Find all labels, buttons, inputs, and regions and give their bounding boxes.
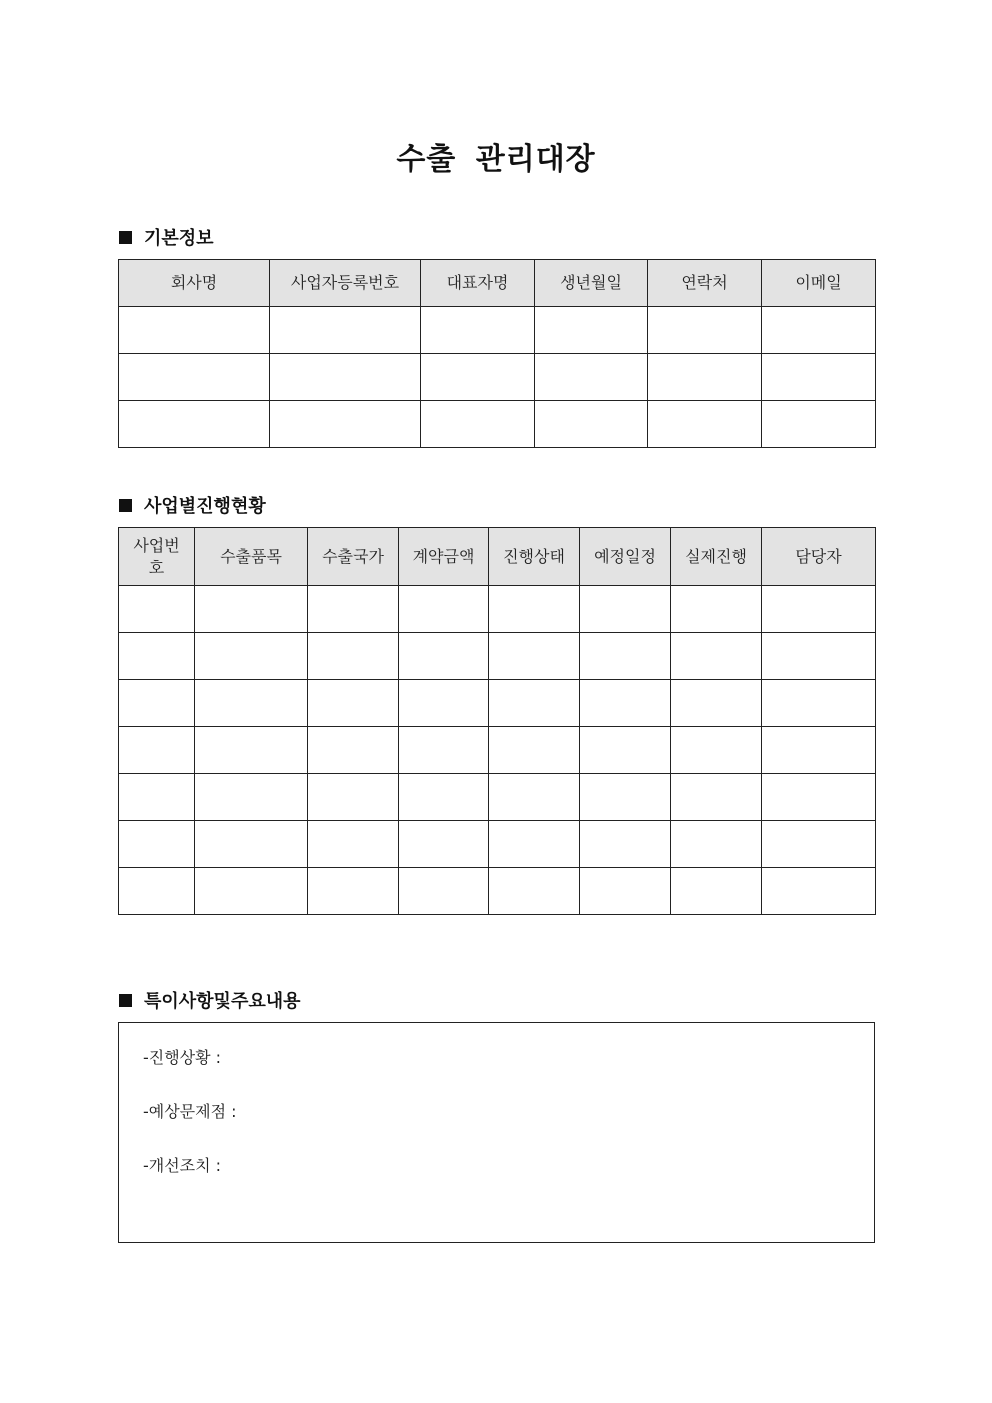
empty-cell[interactable] — [119, 354, 270, 401]
empty-cell[interactable] — [489, 821, 580, 868]
empty-cell[interactable] — [762, 633, 876, 680]
empty-cell[interactable] — [308, 727, 399, 774]
empty-cell[interactable] — [489, 633, 580, 680]
empty-cell[interactable] — [119, 401, 270, 448]
empty-cell[interactable] — [580, 774, 671, 821]
empty-cell[interactable] — [671, 633, 762, 680]
empty-cell[interactable] — [119, 868, 195, 915]
table-row — [119, 821, 876, 868]
empty-cell[interactable] — [119, 727, 195, 774]
column-header-actual-progress: 실제진행 — [671, 528, 762, 586]
column-header-progress-status: 진행상태 — [489, 528, 580, 586]
table-row — [119, 586, 876, 633]
empty-cell[interactable] — [671, 727, 762, 774]
column-header-representative: 대표자명 — [421, 260, 535, 307]
note-expected-issues: -예상문제점 : — [143, 1102, 237, 1121]
empty-cell[interactable] — [648, 401, 762, 448]
empty-cell[interactable] — [762, 821, 876, 868]
table-row — [119, 307, 876, 354]
empty-cell[interactable] — [489, 727, 580, 774]
empty-cell[interactable] — [308, 821, 399, 868]
basic-info-table — [118, 259, 876, 448]
table-row — [119, 774, 876, 821]
empty-cell[interactable] — [119, 633, 195, 680]
empty-cell[interactable] — [195, 727, 308, 774]
empty-cell[interactable] — [671, 821, 762, 868]
column-header-birthdate: 생년월일 — [535, 260, 648, 307]
empty-cell[interactable] — [580, 727, 671, 774]
table-header-row — [119, 528, 876, 586]
empty-cell[interactable] — [762, 354, 876, 401]
empty-cell[interactable] — [762, 401, 876, 448]
empty-cell[interactable] — [308, 680, 399, 727]
empty-cell[interactable] — [762, 868, 876, 915]
empty-cell[interactable] — [308, 868, 399, 915]
empty-cell[interactable] — [671, 586, 762, 633]
empty-cell[interactable] — [399, 821, 489, 868]
empty-cell[interactable] — [421, 354, 535, 401]
column-header-contract-amount: 계약금액 — [399, 528, 489, 586]
basic-info-heading — [119, 224, 214, 250]
column-header-business-reg-no: 사업자등록번호 — [270, 260, 421, 307]
empty-cell[interactable] — [270, 354, 421, 401]
empty-cell[interactable] — [671, 868, 762, 915]
project-status-table — [118, 527, 876, 915]
empty-cell[interactable] — [762, 586, 876, 633]
table-row — [119, 868, 876, 915]
empty-cell[interactable] — [762, 307, 876, 354]
empty-cell[interactable] — [671, 774, 762, 821]
empty-cell[interactable] — [535, 307, 648, 354]
empty-cell[interactable] — [580, 680, 671, 727]
empty-cell[interactable] — [195, 821, 308, 868]
empty-cell[interactable] — [119, 307, 270, 354]
column-header-export-country: 수출국가 — [308, 528, 399, 586]
column-header-manager: 담당자 — [762, 528, 876, 586]
empty-cell[interactable] — [270, 307, 421, 354]
page-title: 수출 관리대장 — [396, 142, 596, 177]
empty-cell[interactable] — [308, 586, 399, 633]
note-corrective-actions: -개선조치 : — [143, 1156, 222, 1175]
notes-box[interactable] — [118, 1022, 875, 1243]
table-row — [119, 680, 876, 727]
empty-cell[interactable] — [489, 774, 580, 821]
empty-cell[interactable] — [580, 586, 671, 633]
table-row — [119, 401, 876, 448]
empty-cell[interactable] — [399, 586, 489, 633]
empty-cell[interactable] — [195, 633, 308, 680]
square-bullet-icon — [119, 231, 132, 244]
column-header-project-no: 사업번호 — [119, 528, 195, 586]
empty-cell[interactable] — [399, 727, 489, 774]
empty-cell[interactable] — [580, 821, 671, 868]
empty-cell[interactable] — [399, 680, 489, 727]
empty-cell[interactable] — [421, 401, 535, 448]
column-header-email: 이메일 — [762, 260, 876, 307]
empty-cell[interactable] — [762, 774, 876, 821]
empty-cell[interactable] — [119, 680, 195, 727]
empty-cell[interactable] — [648, 354, 762, 401]
notes-heading — [119, 987, 301, 1013]
empty-cell[interactable] — [195, 774, 308, 821]
empty-cell[interactable] — [489, 586, 580, 633]
empty-cell[interactable] — [308, 633, 399, 680]
empty-cell[interactable] — [270, 401, 421, 448]
column-header-export-item: 수출품목 — [195, 528, 308, 586]
empty-cell[interactable] — [195, 680, 308, 727]
table-row — [119, 354, 876, 401]
empty-cell[interactable] — [399, 774, 489, 821]
empty-cell[interactable] — [489, 680, 580, 727]
empty-cell[interactable] — [671, 680, 762, 727]
empty-cell[interactable] — [762, 727, 876, 774]
column-header-company: 회사명 — [119, 260, 270, 307]
empty-cell[interactable] — [399, 633, 489, 680]
empty-cell[interactable] — [580, 868, 671, 915]
empty-cell[interactable] — [195, 868, 308, 915]
table-row — [119, 727, 876, 774]
empty-cell[interactable] — [648, 307, 762, 354]
column-header-contact: 연락처 — [648, 260, 762, 307]
empty-cell[interactable] — [421, 307, 535, 354]
empty-cell[interactable] — [489, 868, 580, 915]
project-status-heading-label: 사업별진행현황 — [144, 496, 266, 517]
square-bullet-icon — [119, 499, 132, 512]
table-row — [119, 633, 876, 680]
empty-cell[interactable] — [535, 354, 648, 401]
empty-cell[interactable] — [580, 633, 671, 680]
empty-cell[interactable] — [399, 868, 489, 915]
square-bullet-icon — [119, 994, 132, 1007]
empty-cell[interactable] — [308, 774, 399, 821]
column-header-planned-schedule: 예정일정 — [580, 528, 671, 586]
table-header-row — [119, 260, 876, 307]
empty-cell[interactable] — [119, 586, 195, 633]
note-progress: -진행상황 : — [143, 1048, 222, 1067]
notes-heading-label: 특이사항및주요내용 — [144, 991, 301, 1012]
project-status-heading — [119, 492, 266, 518]
basic-info-heading-label: 기본정보 — [144, 228, 214, 249]
empty-cell[interactable] — [762, 680, 876, 727]
empty-cell[interactable] — [535, 401, 648, 448]
empty-cell[interactable] — [119, 821, 195, 868]
empty-cell[interactable] — [119, 774, 195, 821]
empty-cell[interactable] — [195, 586, 308, 633]
